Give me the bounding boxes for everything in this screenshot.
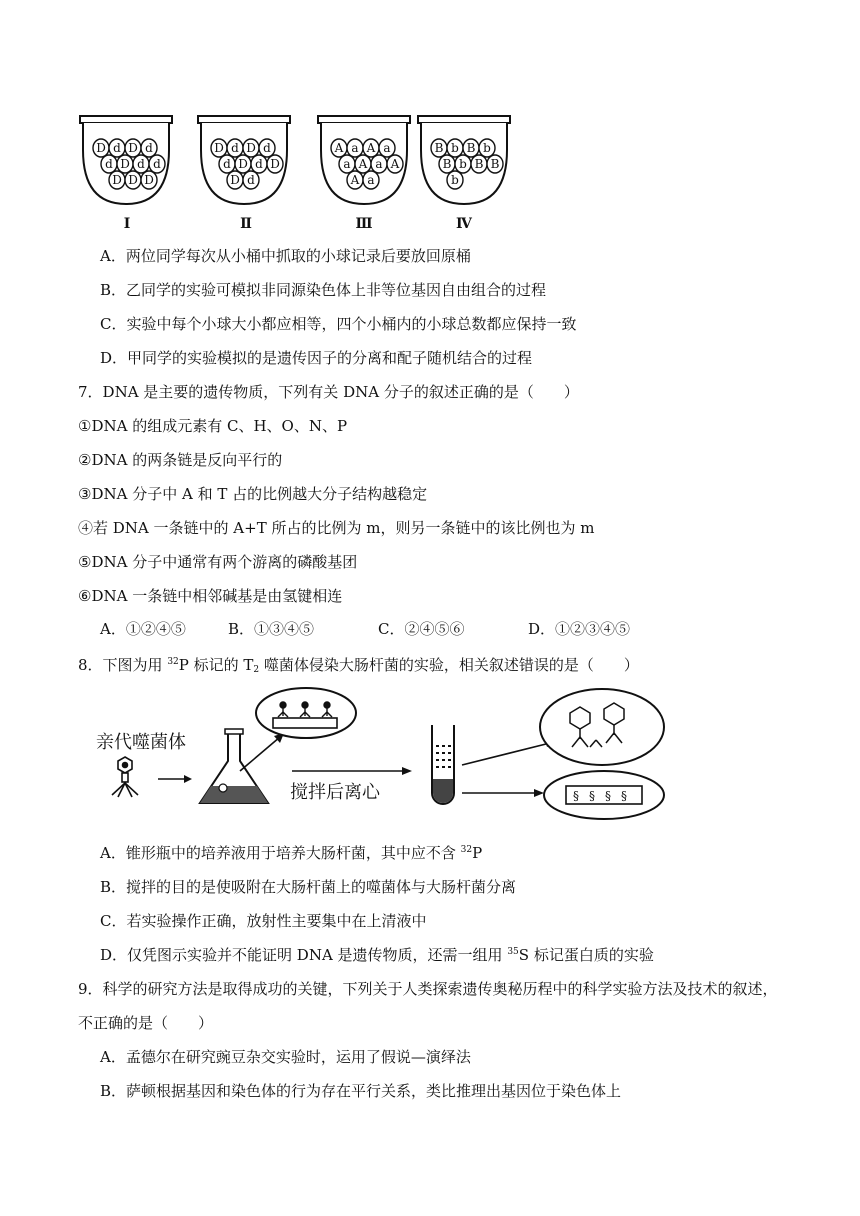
bucket — [318, 116, 410, 232]
ball — [339, 155, 355, 173]
svg-text:A: A — [366, 141, 376, 155]
svg-text:d: d — [113, 141, 121, 155]
phage-icon — [112, 757, 138, 797]
phage-experiment-figure — [0, 685, 860, 835]
parent-phage-label: 亲代噬菌体 — [96, 732, 186, 753]
arrow-icon — [462, 789, 544, 797]
bucket-label: Ⅱ — [240, 216, 252, 232]
q7-stem: 7．DNA 是主要的遗传物质，下列有关 DNA 分子的叙述正确的是（ ） — [78, 383, 579, 401]
precipitate-detail-icon — [544, 771, 664, 819]
ball — [149, 155, 165, 173]
svg-text:B: B — [474, 157, 484, 171]
svg-text:D: D — [246, 141, 256, 155]
svg-text:d: d — [231, 141, 239, 155]
svg-text:B: B — [442, 157, 452, 171]
q7-choice-c: C．②④⑤⑥ — [378, 620, 465, 638]
process-label: 搅拌后离心 — [290, 782, 380, 803]
svg-text:B: B — [490, 157, 500, 171]
test-tube-icon — [432, 725, 454, 804]
svg-text:d: d — [137, 157, 145, 171]
ball — [447, 139, 463, 157]
q8-option-b: B．搅拌的目的是使吸附在大肠杆菌上的噬菌体与大肠杆菌分离 — [100, 878, 517, 896]
ball — [251, 155, 267, 173]
q8-option-d: D．仅凭图示实验并不能证明 DNA 是遗传物质，还需一组用 $^{35}$S 标记蛋白质的实验 — [100, 946, 654, 964]
ball — [455, 155, 471, 173]
ball — [355, 155, 371, 173]
ball — [243, 139, 259, 157]
ball — [487, 155, 503, 173]
q7-choice-a: A．①②④⑤ — [100, 620, 186, 638]
ball — [447, 171, 463, 189]
flask-icon — [200, 729, 268, 803]
q6-option-d: D．甲同学的实验模拟的是遗传因子的分离和配子随机结合的过程 — [100, 349, 533, 367]
ball — [479, 139, 495, 157]
q7-item-2: ②DNA 的两条链是反向平行的 — [78, 451, 283, 469]
q6-option-c: C．实验中每个小球大小都应相等，四个小桶内的小球总数都应保持一致 — [100, 315, 577, 333]
ball — [93, 139, 109, 157]
ball — [227, 171, 243, 189]
ball — [471, 155, 487, 173]
ball — [363, 139, 379, 157]
ball — [141, 139, 157, 157]
bucket-label: I — [123, 216, 131, 232]
q9-option-b: B．萨顿根据基因和染色体的行为存在平行关系，类比推理出基因位于染色体上 — [100, 1082, 622, 1100]
q8-stem: 8．下图为用 $^{32}$P 标记的 $T_2$ 噬菌体侵染大肠杆菌的实验，相关叙述错误的是（ ） — [78, 656, 639, 675]
svg-text:b: b — [483, 141, 491, 155]
svg-text:b: b — [451, 141, 459, 155]
ball — [439, 155, 455, 173]
q9-stem-line2: 不正确的是（ ） — [78, 1014, 214, 1032]
ball — [125, 139, 141, 157]
svg-text:§: § — [605, 789, 611, 803]
q7-item-1: ①DNA 的组成元素有 C、H、O、N、P — [78, 417, 348, 435]
arrow-icon — [240, 733, 284, 771]
ball — [331, 139, 347, 157]
svg-text:d: d — [255, 157, 263, 171]
svg-text:B: B — [466, 141, 476, 155]
ball — [243, 171, 259, 189]
svg-text:d: d — [145, 141, 153, 155]
svg-text:b: b — [451, 173, 459, 187]
svg-text:D: D — [128, 141, 138, 155]
ball — [431, 139, 447, 157]
svg-text:d: d — [263, 141, 271, 155]
ball — [133, 155, 149, 173]
infection-detail-icon — [256, 688, 356, 738]
svg-text:a: a — [367, 173, 375, 187]
svg-text:D: D — [96, 141, 106, 155]
svg-text:a: a — [383, 141, 391, 155]
svg-text:a: a — [343, 157, 351, 171]
svg-text:D: D — [112, 173, 122, 187]
q8-option-c: C．若实验操作正确，放射性主要集中在上清液中 — [100, 912, 427, 930]
svg-text:D: D — [128, 173, 138, 187]
q7-choice-d: D．①②③④⑤ — [528, 620, 631, 638]
svg-text:D: D — [120, 157, 130, 171]
bucket-figure — [0, 0, 860, 235]
svg-text:§: § — [621, 789, 627, 803]
ball — [235, 155, 251, 173]
ball — [387, 155, 403, 173]
ball — [219, 155, 235, 173]
svg-text:D: D — [214, 141, 224, 155]
svg-text:a: a — [375, 157, 383, 171]
ball — [463, 139, 479, 157]
svg-text:d: d — [247, 173, 255, 187]
bucket — [418, 116, 510, 232]
svg-text:D: D — [144, 173, 154, 187]
svg-text:A: A — [334, 141, 344, 155]
ball — [347, 171, 363, 189]
arrow-icon — [462, 739, 555, 765]
q7-item-4: ④若 DNA 一条链中的 A+T 所占的比例为 m，则另一条链中的该比例也为 m — [78, 519, 595, 537]
supernatant-detail-icon — [540, 689, 664, 765]
svg-text:A: A — [350, 173, 360, 187]
ball — [227, 139, 243, 157]
svg-text:d: d — [223, 157, 231, 171]
q7-choice-b: B．①③④⑤ — [228, 620, 315, 638]
q7-item-6: ⑥DNA 一条链中相邻碱基是由氢键相连 — [78, 587, 343, 605]
svg-text:D: D — [230, 173, 240, 187]
q8-option-a: A．锥形瓶中的培养液用于培养大肠杆菌，其中应不含 $^{32}$P — [100, 844, 483, 862]
svg-text:A: A — [390, 157, 400, 171]
svg-text:§: § — [573, 789, 579, 803]
svg-text:D: D — [238, 157, 248, 171]
ball — [117, 155, 133, 173]
ball — [267, 155, 283, 173]
q6-option-b: B．乙同学的实验可模拟非同源染色体上非等位基因自由组合的过程 — [100, 281, 547, 299]
svg-text:d: d — [153, 157, 161, 171]
ball — [125, 171, 141, 189]
ball — [101, 155, 117, 173]
ball — [347, 139, 363, 157]
bucket — [80, 116, 172, 232]
svg-text:D: D — [270, 157, 280, 171]
ball — [379, 139, 395, 157]
q9-option-a: A．孟德尔在研究豌豆杂交实验时，运用了假说—演绎法 — [100, 1048, 471, 1066]
svg-text:§: § — [589, 789, 595, 803]
svg-text:a: a — [351, 141, 359, 155]
arrow-head-icon — [402, 767, 412, 775]
bucket — [198, 116, 290, 232]
svg-text:B: B — [434, 141, 444, 155]
q9-stem-line1: 9．科学的研究方法是取得成功的关键，下列关于人类探索遗传奥秘历程中的科学实验方法及技术的叙述， — [78, 980, 778, 998]
ball — [141, 171, 157, 189]
arrow-icon — [158, 775, 192, 783]
ball — [259, 139, 275, 157]
bucket-label: Ⅲ — [355, 216, 373, 232]
q7-item-5: ⑤DNA 分子中通常有两个游离的磷酸基团 — [78, 553, 358, 571]
svg-text:d: d — [105, 157, 113, 171]
q6-option-a: A．两位同学每次从小桶中抓取的小球记录后要放回原桶 — [100, 247, 471, 265]
ball — [363, 171, 379, 189]
ball — [211, 139, 227, 157]
ball — [371, 155, 387, 173]
ball — [109, 171, 125, 189]
svg-text:b: b — [459, 157, 467, 171]
svg-text:A: A — [358, 157, 368, 171]
q7-item-3: ③DNA 分子中 A 和 T 占的比例越大分子结构越稳定 — [78, 485, 428, 503]
bucket-label: Ⅳ — [456, 216, 472, 232]
ball — [109, 139, 125, 157]
